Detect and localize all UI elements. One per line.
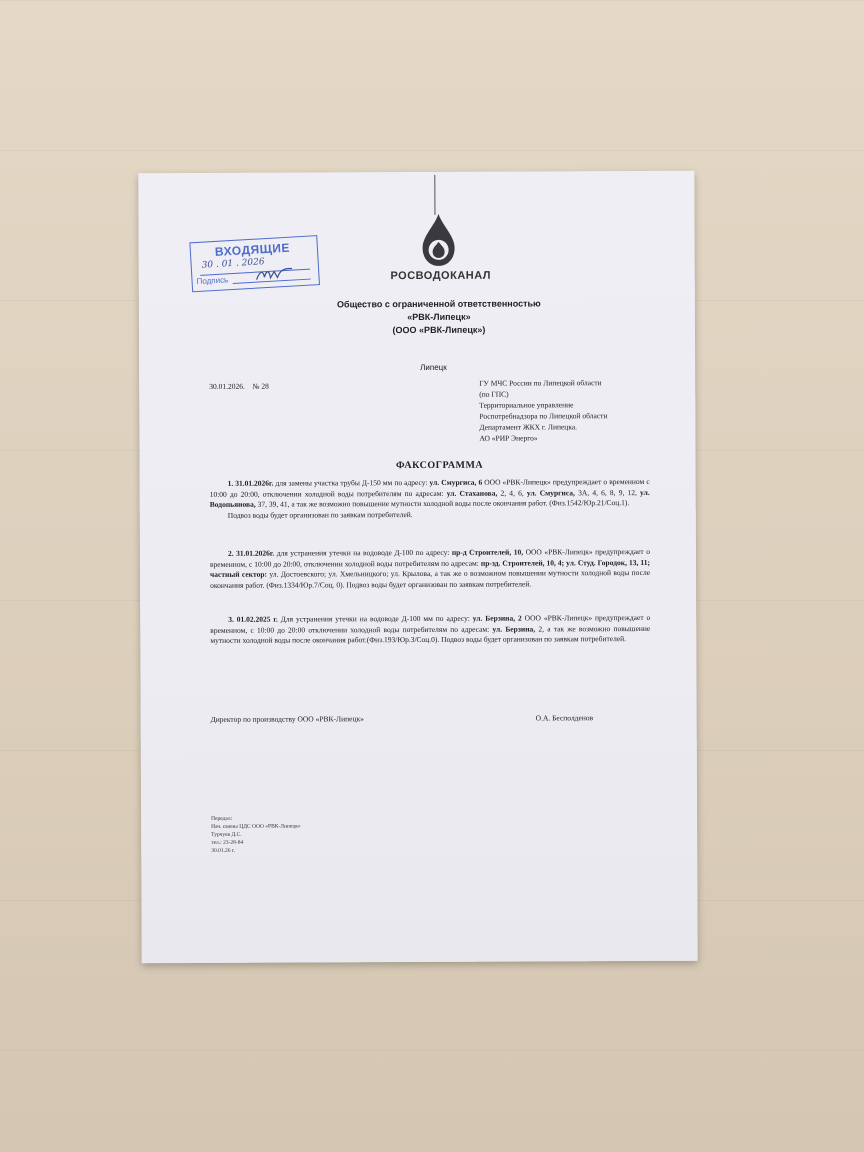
organization-header [289, 297, 589, 337]
recipient: Роспотребнадзора по Липецкой области [479, 411, 608, 421]
p2-lead: 2. 31.01.2026г. [227, 548, 275, 558]
stamp-title: ВХОДЯЩИЕ [214, 240, 291, 259]
p2-text: ул. Достоевского; ул. Хмельницкого; ул. Крылова, а так же о возможном повышении мутности холодной воды после окончания работ. (Физ.1334/Юр.7/Соц. 0). Подвоз воды будет организован по заявкам потребителей. [210, 567, 651, 590]
recipient: Территориальное управление [479, 400, 574, 410]
org-line-3: (ООО «РВК-Липецк») [392, 324, 486, 336]
stamp-sign-label: Подпись [196, 275, 229, 287]
sender-block [211, 815, 301, 855]
p2-text: для устранения утечки на водоводе Д-100 по адресу: [274, 547, 452, 558]
signer-name: О.А. Бесполденов [535, 713, 594, 723]
org-line-1: Общество с ограниченной ответственностью [336, 298, 541, 310]
sender-line: Турчуев Д.С. [211, 831, 242, 838]
incoming-stamp [189, 235, 320, 292]
recipient: ГУ МЧС России по Липецкой области [479, 378, 602, 388]
p3-text: 2, а так же возможно повышение мутности холодной воды после окончания работ.(Физ.193/Юр.3/Соц.0). Подвоз воды будет организован по заявкам потребителей. [210, 623, 651, 645]
p2-bold: пр-д Строителей, 10, [451, 547, 524, 557]
water-drop-logo-icon [420, 212, 456, 268]
p1-text: 2, 4, 6, [497, 488, 527, 498]
sender-line: Передал: [211, 815, 233, 822]
document-date: 30.01.2026. [209, 381, 245, 391]
handwritten-signature-icon [254, 264, 295, 282]
p3-bold: ул. Берзина, 2 [472, 613, 522, 623]
p3-bold: ул. Берзина, [492, 623, 536, 634]
p1-text: для замены участка трубы Д-150 мм по адресу: [273, 477, 430, 488]
paragraph-3 [210, 613, 650, 646]
p1-bold: ул. Стаханова, [446, 488, 498, 498]
recipient: (по ГПС) [479, 389, 509, 399]
recipient: Департамент ЖКХ г. Липецка. [479, 422, 578, 432]
recipients-list [479, 377, 607, 444]
document-date-number [209, 382, 269, 391]
p1-bold: ул. Смургиса, [526, 487, 575, 498]
p1-text: 3А, 4, 6, 8, 9, 12, [574, 487, 641, 497]
p3-lead: 3. 01.02.2025 г. [228, 614, 278, 624]
p3-text: ООО «РВК-Липецк» предупреждает о временном, с 10:00 до 20:00 отключении холодной воды потребителям по адресам: [210, 612, 651, 635]
city: Липецк [420, 362, 447, 372]
brand-name: РОСВОДОКАНАЛ [390, 269, 492, 283]
document-number: № 28 [252, 381, 269, 391]
p2-bold: пр-зд. Строителей, 10, 4; ул. Студ. Городок, 13, 11; частный сектор: [210, 557, 650, 579]
recipient: АО «РИР Энерго» [479, 433, 538, 443]
org-line-2: «РВК-Липецк» [407, 311, 471, 323]
p1-text: ООО «РВК-Липецк» предупреждает о временном с 10:00 до 20:00, отключении холодной воды потребителям по адресам: [209, 476, 650, 499]
p1-lead: 1. 31.01.2026г. [227, 478, 274, 488]
p3-text: Для устранения утечки на водоводе Д-100 мм по адресу: [277, 613, 473, 624]
paragraph-1 [210, 477, 650, 521]
fax-document [138, 171, 697, 963]
p1-note: Подвоз воды будет организован по заявкам потребителей. [227, 509, 413, 520]
p1-bold: ул. Смургиса, 6 [429, 477, 483, 487]
p1-text: 37, 39, 41, а так же возможно повышение мутности холодной воды после окончания работ. (Физ.1542/Юр.21/Соц.1). [255, 498, 630, 509]
p2-text: ООО «РВК-Липецк» предупреждает о временном, с 10:00 до 20:00, отключении холодной воды потребителям по адресам: [209, 546, 650, 569]
p1-bold: ул. Водопьянова, [209, 487, 650, 509]
sender-line: Нач. смены ЦДС ООО «РВК-Липецк» [211, 823, 301, 830]
stamp-handwritten-date: 30 . 01 . 2026 [201, 257, 265, 271]
document-title: ФАКСОГРАММА [395, 459, 484, 472]
sender-line: тел.: 23-28-84 [211, 839, 244, 846]
signer-position: Директор по производству ООО «РВК-Липецк» [210, 714, 364, 724]
logo-hanging-line [434, 175, 435, 215]
paragraph-2 [210, 547, 650, 591]
sender-line: 30.01.26 г. [211, 847, 235, 854]
